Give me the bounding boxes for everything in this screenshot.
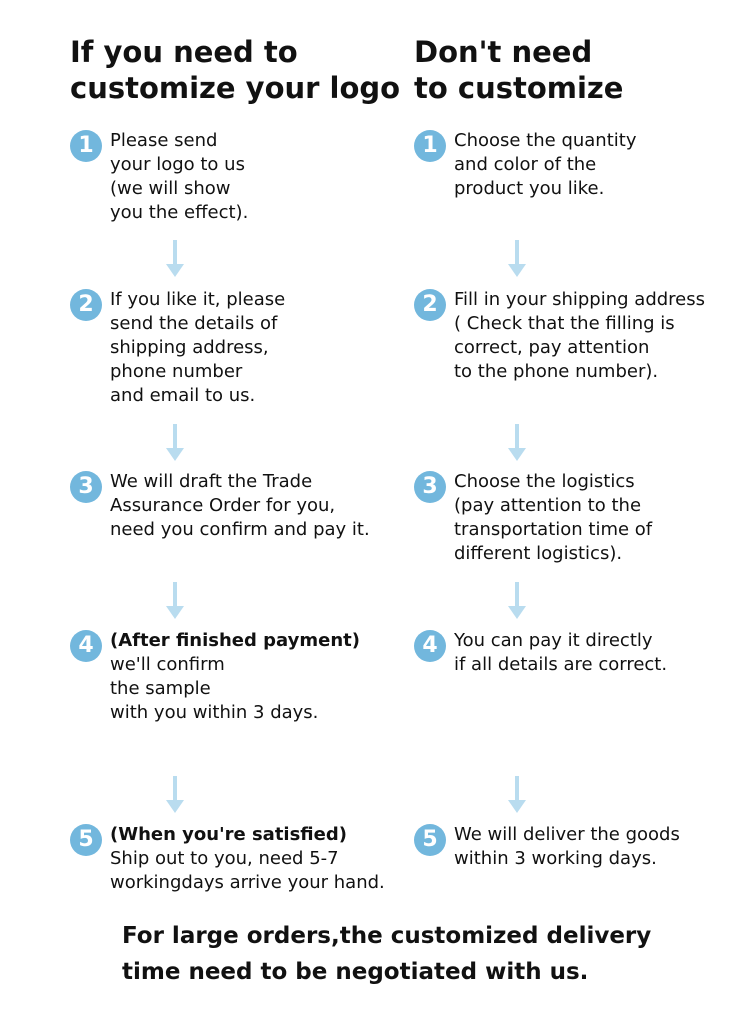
down-arrow-icon [165,240,185,278]
step-description: (When you're satisfied) Ship out to you, need 5-7 workingdays arrive your hand. [110,824,385,893]
step-number-badge: 2 [414,289,446,321]
down-arrow-icon [507,582,527,620]
down-arrow-icon [165,424,185,462]
step-number-badge: 3 [70,471,102,503]
down-arrow-icon [507,776,527,814]
step-description: Choose the logistics (pay attention to the transportation time of different logistics). [454,471,653,564]
step-description: (After finished payment) we'll confirm the sample with you within 3 days. [110,630,360,723]
step-number-badge: 4 [70,630,102,662]
step-number-badge: 1 [70,130,102,162]
no-customize-title: Don't need to customize [414,35,624,105]
down-arrow-icon [507,240,527,278]
down-arrow-icon [165,582,185,620]
step-description: We will deliver the goods within 3 working days. [454,824,680,869]
customize-logo-title: If you need to customize your logo [70,35,401,105]
step-number-badge: 4 [414,630,446,662]
step-number-badge: 5 [414,824,446,856]
step-description: You can pay it directly if all details are correct. [454,630,668,675]
step-heading: (After finished payment) [110,630,360,651]
step-heading: (When you're satisfied) [110,824,347,845]
step-description: Fill in your shipping address ( Check that the filling is correct, pay attention to the phone number). [454,289,706,382]
step-number-badge: 1 [414,130,446,162]
step-description: Choose the quantity and color of the product you like. [454,130,637,199]
step-description: We will draft the Trade Assurance Order for you, need you confirm and pay it. [110,471,370,540]
step-description: If you like it, please send the details of shipping address, phone number and email to us. [110,289,286,406]
step-description: Please send your logo to us (we will show you the effect). [110,130,249,223]
step-number-badge: 5 [70,824,102,856]
large-order-note: For large orders,the customized delivery time need to be negotiated with us. [122,923,652,985]
step-number-badge: 2 [70,289,102,321]
down-arrow-icon [165,776,185,814]
step-number-badge: 3 [414,471,446,503]
down-arrow-icon [507,424,527,462]
